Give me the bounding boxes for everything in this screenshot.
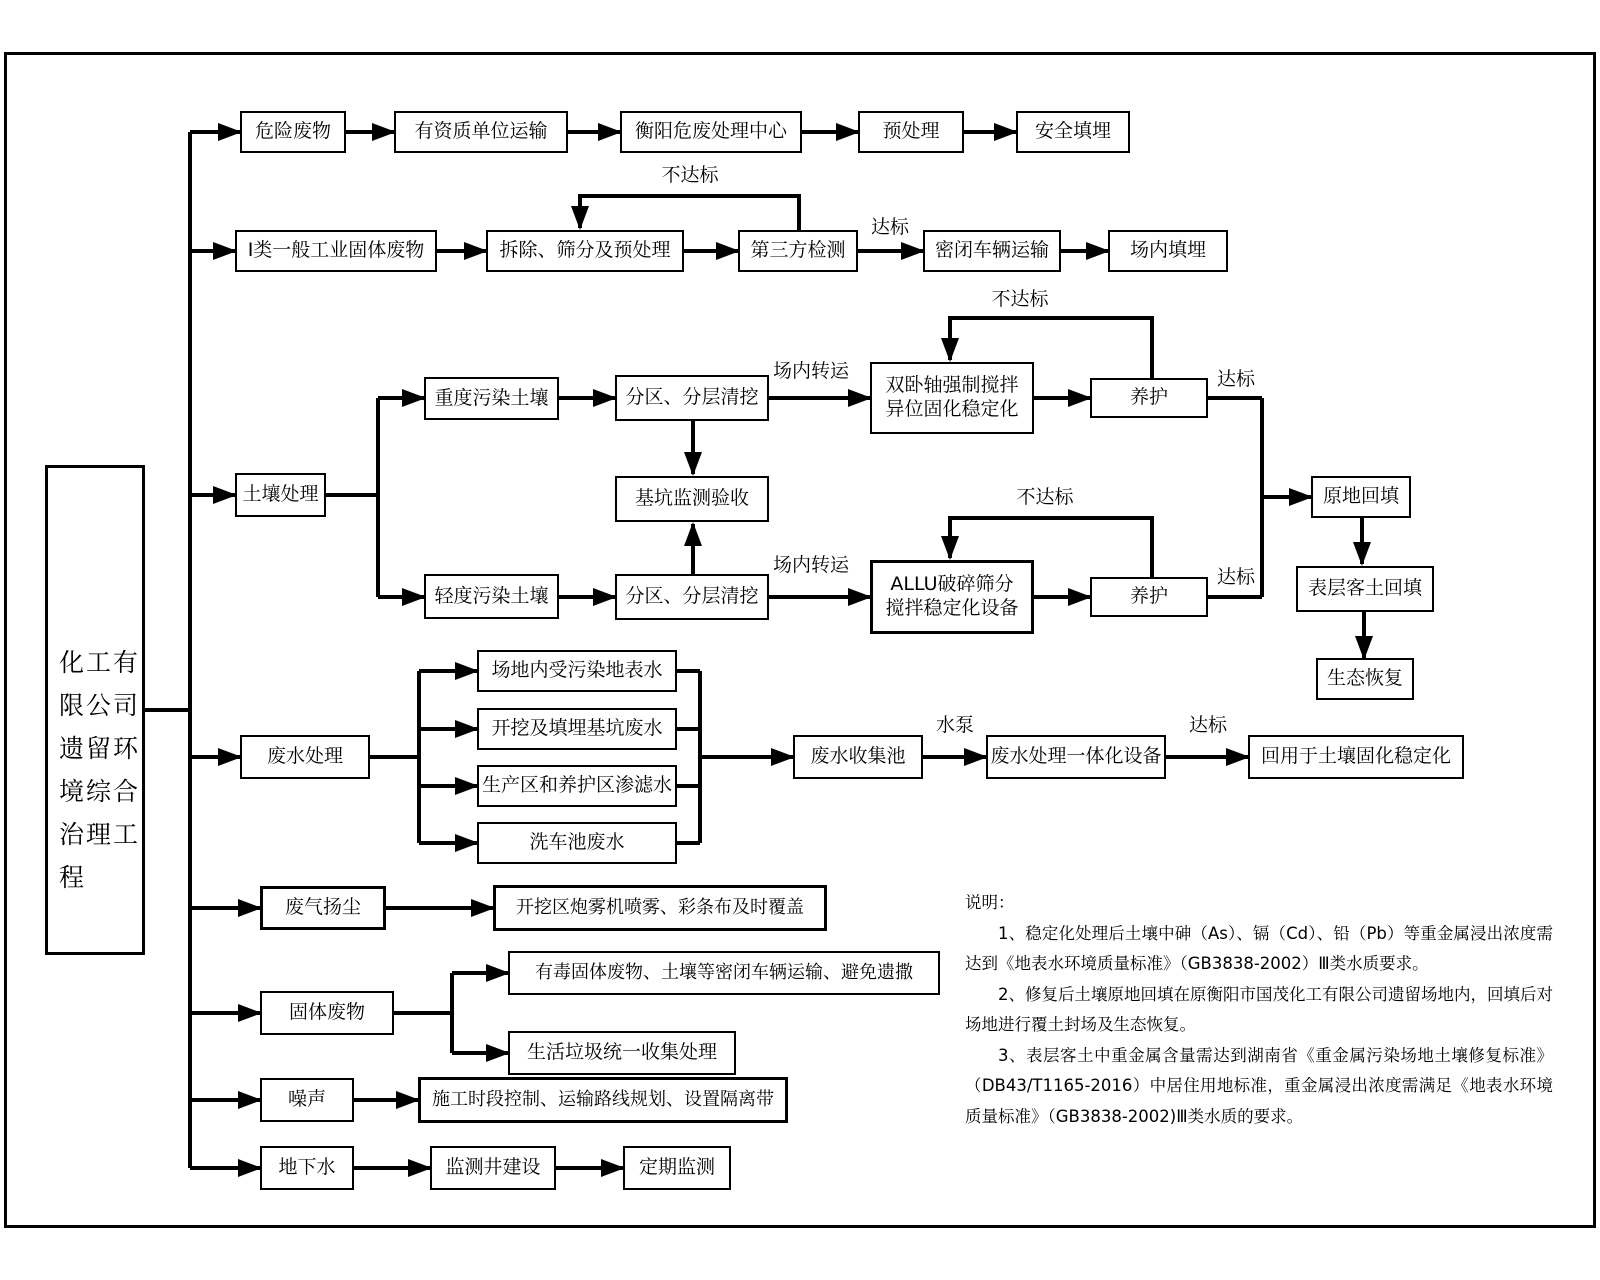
node-inplace-backfill: 原地回填	[1311, 476, 1411, 518]
node-polluted-surface-water: 场地内受污染地表水	[477, 650, 677, 692]
node-noise: 噪声	[260, 1078, 354, 1122]
node-light-polluted-soil: 轻度污染土壤	[424, 574, 559, 619]
node-solid-waste: 固体废物	[260, 991, 394, 1035]
project-title-line: 境综合	[59, 777, 141, 806]
edge-label-onsite-transfer-top: 场内转运	[772, 360, 849, 382]
node-pretreatment: 预处理	[858, 111, 964, 153]
node-integrated-treatment-equipment: 废水处理一体化设备	[986, 735, 1166, 779]
project-title-line: 遗留环	[59, 734, 141, 763]
node-reuse-for-solidification: 回用于土壤固化稳定化	[1248, 735, 1464, 779]
edge-label-water-pump: 水泵	[935, 714, 974, 736]
node-hazardous-waste: 危险废物	[240, 111, 346, 153]
node-demolition-screening: 拆除、筛分及预处理	[486, 230, 684, 272]
node-soil-treatment: 土壤处理	[235, 473, 326, 517]
edge-label-pass: 达标	[870, 216, 909, 238]
edge-label-pass-bottom: 达标	[1216, 566, 1255, 588]
project-title-line: 限公司	[59, 691, 141, 720]
node-sealed-vehicle-transport: 密闭车辆运输	[923, 230, 1061, 272]
node-wastewater-collection-pool: 废水收集池	[793, 735, 923, 779]
project-title-box	[45, 465, 145, 955]
node-wastewater-treatment: 废水处理	[240, 735, 370, 779]
node-curing-bottom: 养护	[1090, 577, 1208, 617]
node-safe-landfill: 安全填埋	[1016, 111, 1130, 153]
node-twin-shaft-line1: 双卧轴强制搅拌	[885, 374, 1019, 397]
node-zoned-excavation-top: 分区、分层清挖	[615, 375, 769, 421]
project-title-line: 化工有	[59, 648, 141, 677]
node-dust-gas: 废气扬尘	[260, 886, 386, 930]
node-dust-measures: 开挖区炮雾机喷雾、彩条布及时覆盖	[493, 885, 827, 931]
project-title-line: 程	[59, 863, 87, 892]
node-toxic-solid-transport: 有毒固体废物、土壤等密闭车辆运输、避免遗撒	[508, 951, 940, 995]
node-heavy-polluted-soil: 重度污染土壤	[424, 377, 559, 420]
edge-label-fail-bottom: 不达标	[1016, 486, 1074, 508]
node-onsite-landfill: 场内填埋	[1108, 230, 1228, 272]
note-item-1: 1、稳定化处理后土壤中砷（As）、镉（Cd）、铅（Pb）等重金属浸出浓度需达到《地表水环境质量标准》（GB3838-2002）Ⅲ类水质要求。	[965, 923, 1553, 974]
node-twin-shaft-solidification	[870, 362, 1034, 434]
node-allu-equipment	[870, 560, 1034, 634]
edge-label-fail: 不达标	[661, 164, 719, 186]
node-hengyang-center: 衡阳危废处理中心	[620, 111, 802, 153]
note-item-2: 2、修复后土壤原地回填在原衡阳市国茂化工有限公司遗留场地内，回填后对场地进行覆土封场及生态恢复。	[965, 984, 1553, 1035]
node-regular-monitoring: 定期监测	[623, 1146, 731, 1190]
edge-label-pass-top: 达标	[1216, 368, 1255, 390]
node-allu-line2: 搅拌稳定化设备	[885, 597, 1019, 619]
node-twin-shaft-line2: 异位固化稳定化	[885, 398, 1019, 420]
edge-label-pass-water: 达标	[1188, 714, 1227, 736]
project-title-line: 治理工	[59, 820, 141, 849]
node-domestic-garbage: 生活垃圾统一收集处理	[508, 1031, 736, 1075]
node-ecological-restoration: 生态恢复	[1316, 658, 1414, 700]
node-third-party-testing: 第三方检测	[738, 230, 858, 272]
node-seepage-water: 生产区和养护区渗滤水	[477, 765, 677, 807]
node-excavation-pit-wastewater: 开挖及填埋基坑废水	[477, 708, 677, 750]
notes-heading: 说明：	[965, 893, 1015, 912]
node-noise-measures: 施工时段控制、运输路线规划、设置隔离带	[418, 1077, 788, 1123]
node-pit-monitoring-acceptance: 基坑监测验收	[615, 476, 769, 522]
edge-label-fail-top: 不达标	[991, 288, 1049, 310]
node-curing-top: 养护	[1090, 378, 1208, 418]
node-wash-pool-wastewater: 洗车池废水	[477, 822, 677, 864]
node-topsoil-backfill: 表层客土回填	[1296, 566, 1434, 612]
node-qualified-transport: 有资质单位运输	[394, 111, 568, 153]
node-zoned-excavation-bottom: 分区、分层清挖	[615, 574, 769, 620]
node-class1-solid-waste: Ⅰ类一般工业固体废物	[235, 230, 437, 272]
node-monitoring-wells: 监测井建设	[430, 1146, 556, 1190]
note-item-3: 3、表层客土中重金属含量需达到湖南省《重金属污染场地土壤修复标准》（DB43/T1165-2016）中居住用地标准，重金属浸出浓度需满足《地表水环境质量标准》（GB3838-2002)Ⅲ类水质的要求。	[965, 1045, 1553, 1126]
node-allu-line1: ALLU破碎筛分	[890, 573, 1014, 596]
notes-block	[965, 888, 1553, 1132]
node-groundwater: 地下水	[260, 1146, 354, 1190]
edge-label-onsite-transfer-bottom: 场内转运	[772, 554, 849, 576]
